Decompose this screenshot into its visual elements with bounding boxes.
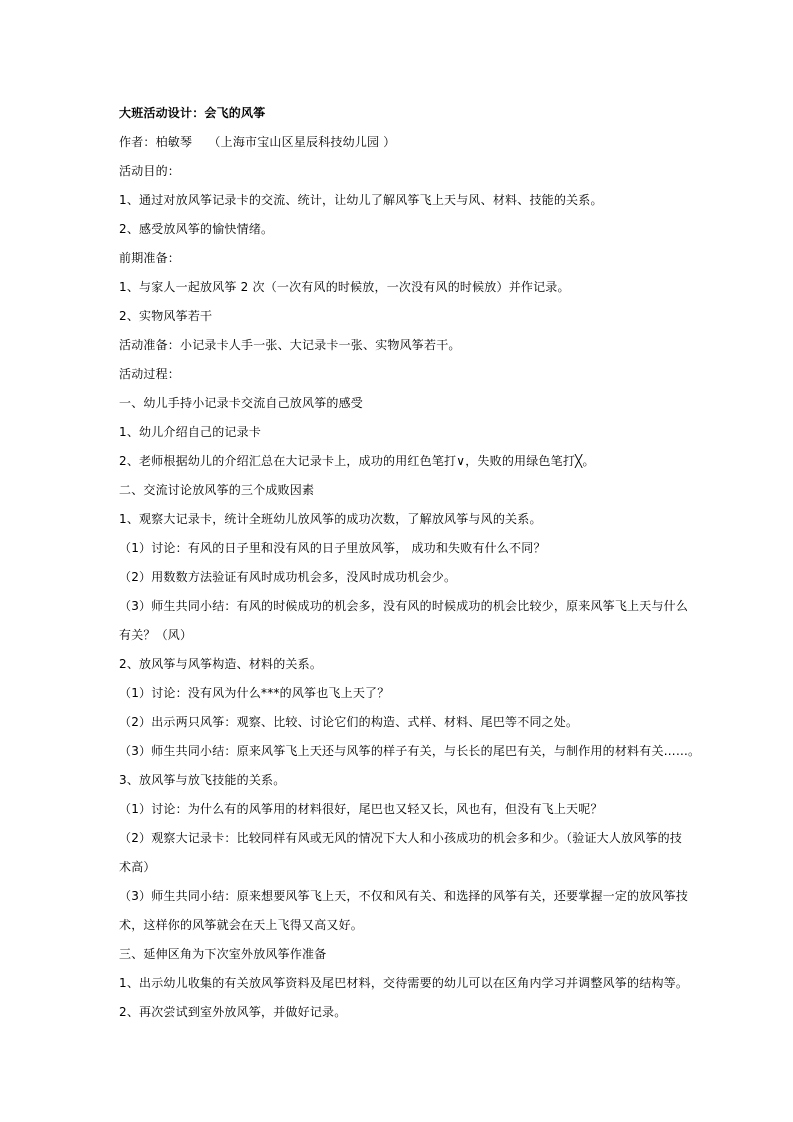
author-line: 作者：柏敏琴 （上海市宝山区星辰科技幼儿园 ） [119, 135, 396, 149]
paragraph: （2）用数数方法验证有风时成功机会多，没风时成功机会少。 [119, 570, 457, 584]
paragraph: 有关？（风） [119, 628, 193, 642]
document-body [119, 99, 701, 1027]
paragraph: （1）讨论：没有风为什么***的风筝也飞上天了？ [119, 686, 390, 700]
paragraph: 活动过程： [119, 367, 181, 381]
paragraph: 2、老师根据幼儿的介绍汇总在大记录卡上，成功的用红色笔打∨，失败的用绿色笔打╳。 [119, 454, 595, 468]
paragraph: （3）师生共同小结：原来想要风筝飞上天，不仅和风有关、和选择的风筝有关，还要掌握一定的放风筝技 [119, 889, 689, 903]
paragraph: （3）师生共同小结：有风的时候成功的机会多，没有风的时候成功的机会比较少，原来风筝飞上天与什么 [119, 599, 689, 613]
paragraph: （1）讨论：为什么有的风筝用的材料很好，尾巴也又轻又长，风也有，但没有飞上天呢？ [119, 802, 603, 816]
paragraph: 活动目的： [119, 164, 181, 178]
paragraph: 三、延伸区角为下次室外放风筝作准备 [119, 947, 327, 961]
paragraph: 二、交流讨论放风筝的三个成败因素 [119, 483, 315, 497]
paragraph: 前期准备： [119, 251, 181, 265]
paragraph: （3）师生共同小结：原来风筝飞上天还与风筝的样子有关，与长长的尾巴有关，与制作用的材料有关……。 [119, 744, 701, 758]
paragraph: 2、实物风筝若干 [119, 309, 213, 323]
paragraph: 活动准备：小记录卡人手一张、大记录卡一张、实物风筝若干。 [119, 338, 461, 352]
paragraph: 1、观察大记录卡，统计全班幼儿放风筝的成功次数，了解放风筝与风的关系。 [119, 512, 542, 526]
paragraph: （1）讨论：有风的日子里和没有风的日子里放风筝， 成功和失败有什么不同？ [119, 541, 546, 555]
paragraph: 一、幼儿手持小记录卡交流自己放风筝的感受 [119, 396, 364, 410]
paragraph: 1、与家人一起放风筝 2 次（一次有风的时候放，一次没有风的时候放）并作记录。 [119, 280, 570, 294]
paragraph: 2、再次尝试到室外放风筝，并做好记录。 [119, 1005, 347, 1019]
paragraph: （2）观察大记录卡：比较同样有风或无风的情况下大人和小孩成功的机会多和少。（验证大人放风筝的技 [119, 831, 683, 845]
paragraph: 1、出示幼儿收集的有关放风筝资料及尾巴材料，交待需要的幼儿可以在区角内学习并调整风筝的结构等。 [119, 976, 689, 990]
paragraph: 术，这样你的风筝就会在天上飞得又高又好。 [119, 918, 364, 932]
paragraph: 术高） [119, 860, 156, 874]
paragraph: 2、放风筝与风筝构造、材料的关系。 [119, 657, 323, 671]
paragraph: 3、放风筝与放飞技能的关系。 [119, 773, 286, 787]
paragraph: 2、感受放风筝的愉快情绪。 [119, 222, 274, 236]
paragraph: 1、通过对放风筝记录卡的交流、统计，让幼儿了解风筝飞上天与风、材料、技能的关系。 [119, 193, 603, 207]
paragraph: 1、幼儿介绍自己的记录卡 [119, 425, 262, 439]
document-title: 大班活动设计：会飞的风筝 [119, 106, 266, 120]
paragraph: （2）出示两只风筝：观察、比较、讨论它们的构造、式样、材料、尾巴等不同之处。 [119, 715, 579, 729]
